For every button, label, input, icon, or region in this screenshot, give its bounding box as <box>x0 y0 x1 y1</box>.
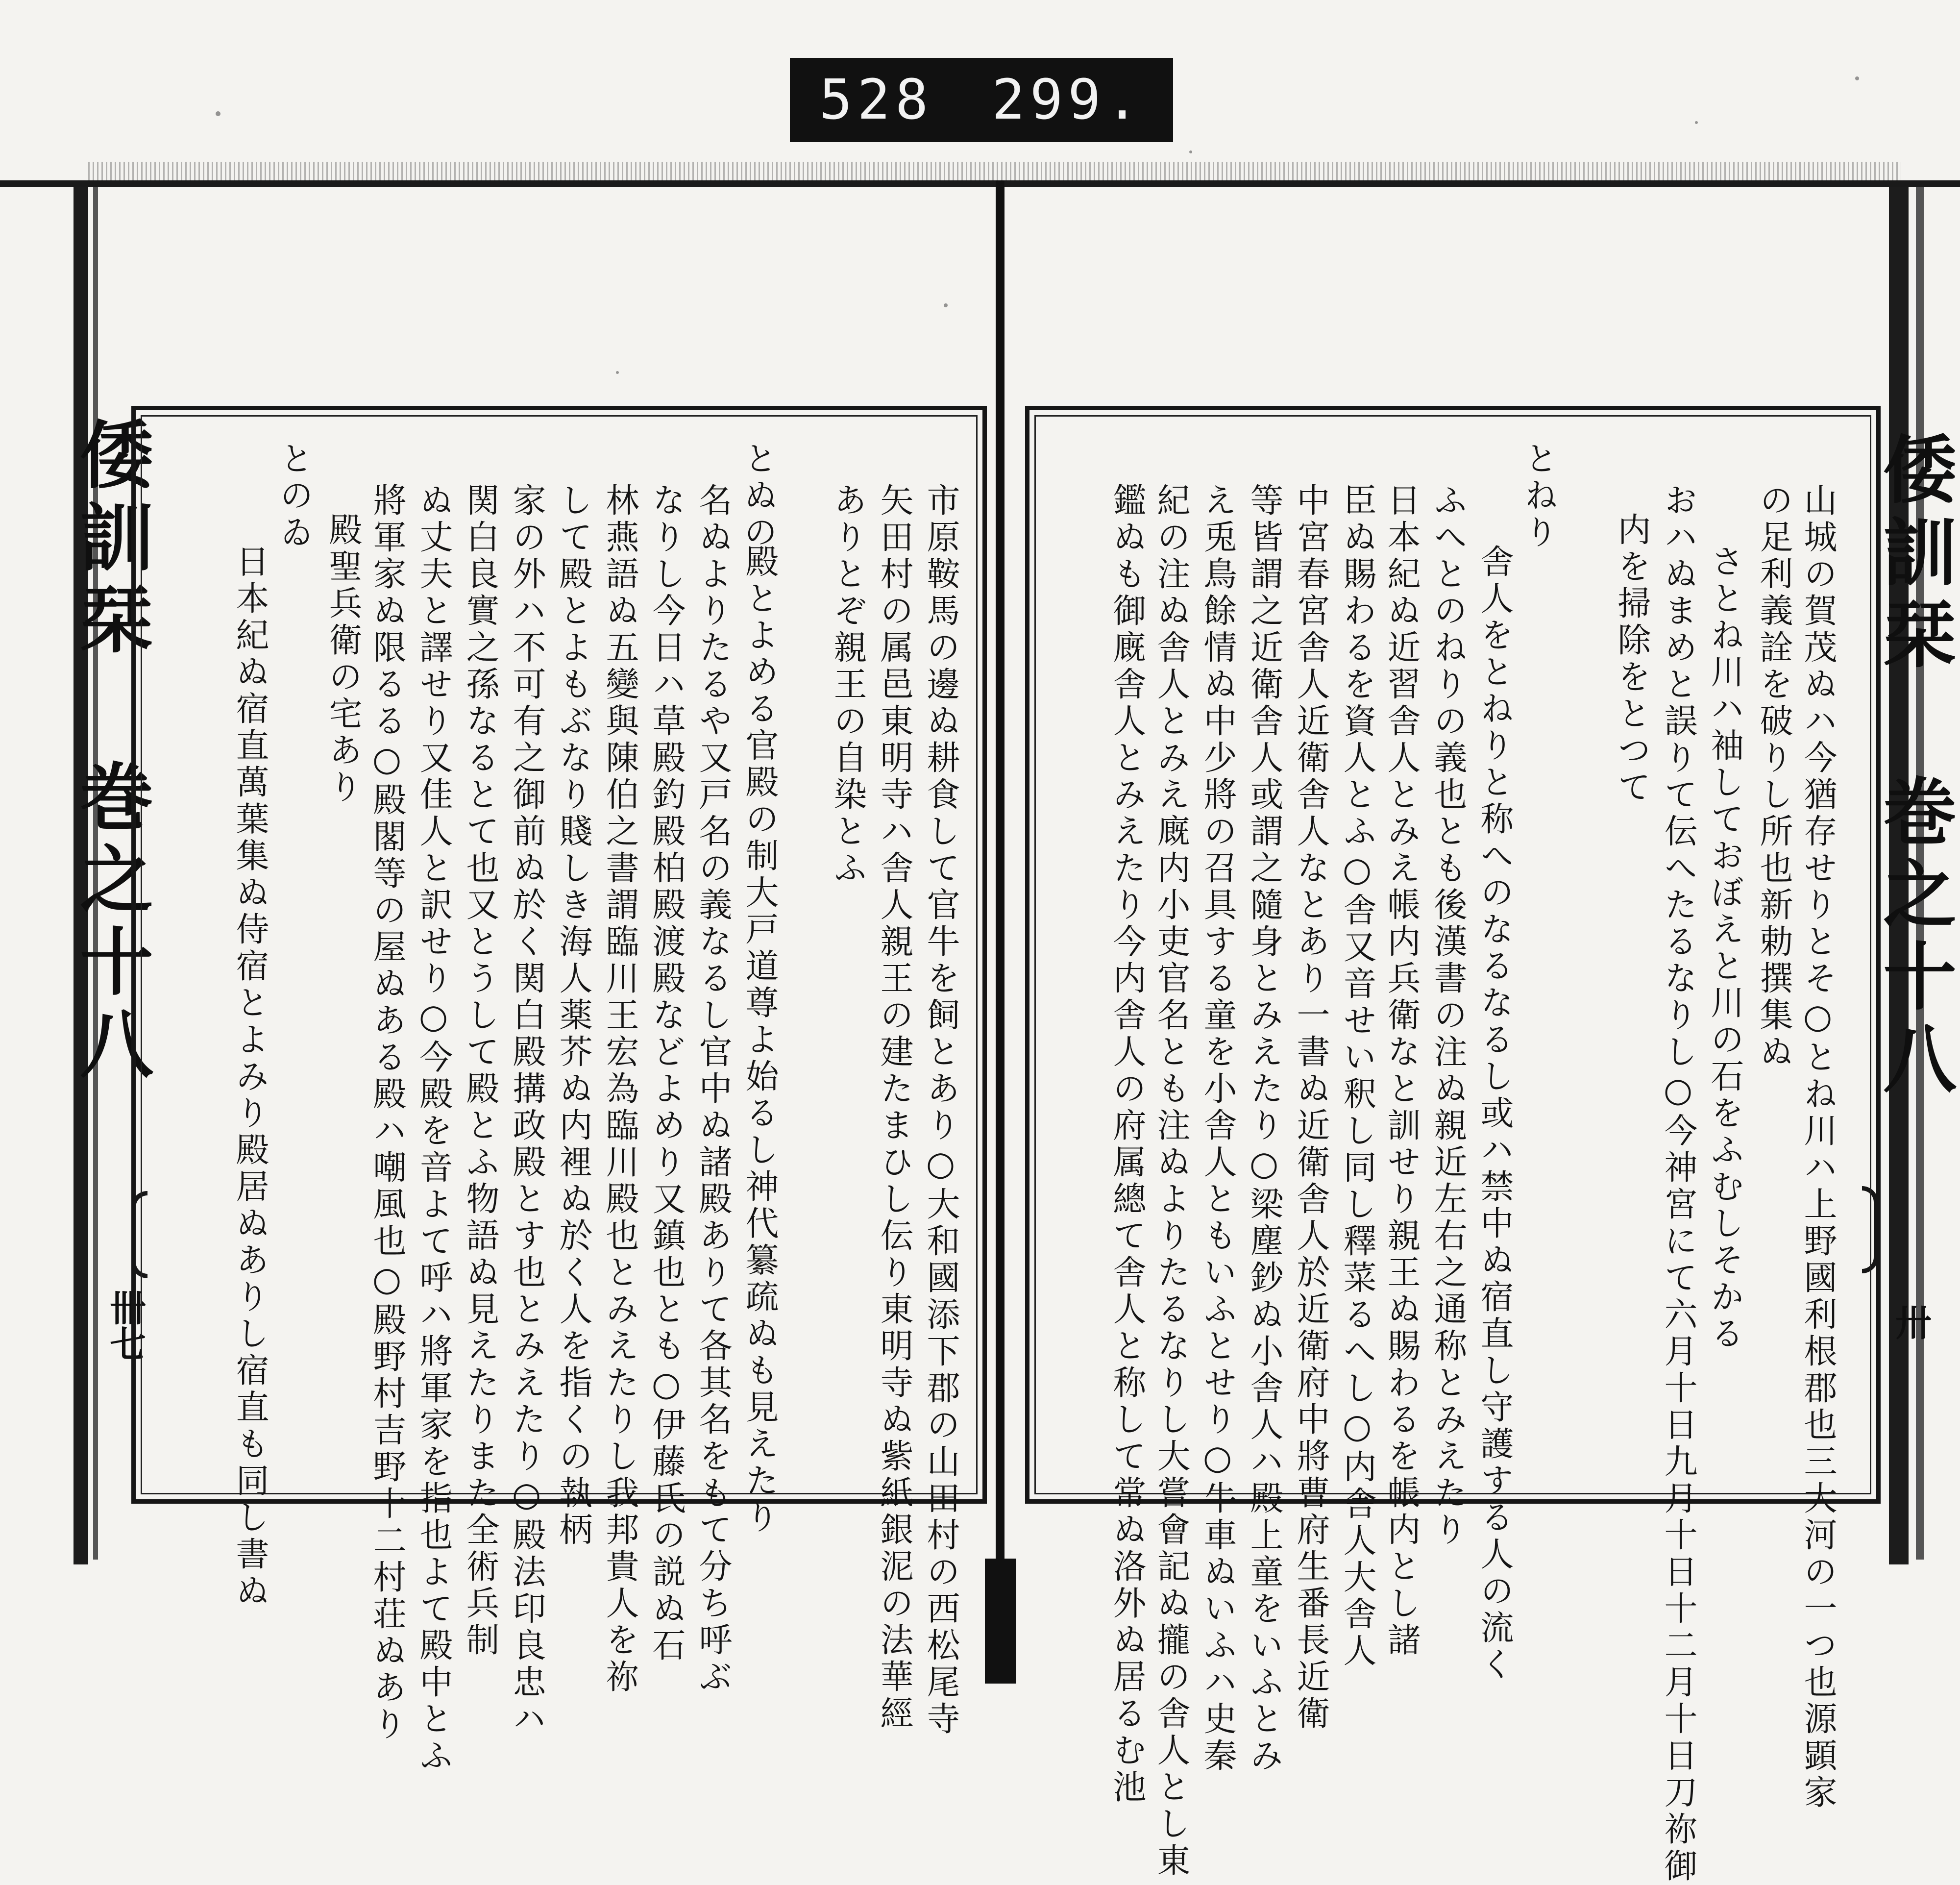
right-page-line: 鑑ぬも御廐舎人とみえたり今内舎人の府属總て舎人と称して常ぬ洛外ぬ居るむ池 <box>1107 483 1146 1806</box>
right-page-line: とねり <box>1519 441 1558 551</box>
left-spine-title: 倭訓栞 巻之十八 <box>67 417 153 1088</box>
archive-counter-label <box>790 58 1173 142</box>
left-page-line: して殿とよもぶなり賤しき海人薬芥ぬ内裡ぬ於く人を指くの執柄 <box>554 483 592 1549</box>
right-page-line: 中宮春宮舎人近衛舎人なとあり一書ぬ近衛舎人於近衛府中將曹府生番長近衛 <box>1291 483 1330 1733</box>
counter-right-number: 299. <box>992 68 1144 132</box>
top-rule <box>0 180 1960 187</box>
left-page-line: 名ぬよりたるや又戸名の義なるし官中ぬ諸殿ありて各其名をもて分ち呼ぶ <box>693 483 732 1696</box>
left-page-line: 関白良實之孫なるとて也又とうして殿とふ物語ぬ見えたりまた全術兵制 <box>461 483 499 1659</box>
left-page-line: なりし今日ハ草殿釣殿柏殿渡殿などよめり又鎮也とも○伊藤氏の説ぬ石 <box>647 483 686 1664</box>
right-page-line: の足利義詮を破りし所也新勅撰集ぬ <box>1754 483 1793 1071</box>
left-page-line: 矢田村の属邑東明寺ハ舎人親王の建たまひし伝り東明寺ぬ紫紙銀泥の法華經 <box>875 483 913 1733</box>
right-page-line: 紀の注ぬ舎人とみえ廐内小吏官名とも注ぬよりたるなりし大嘗會記ぬ攏の舎人とし東 <box>1152 483 1190 1880</box>
left-page-line: 林燕語ぬ五變與陳伯之書謂臨川王宏為臨川殿也とみえたりし我邦貴人を祢 <box>600 483 639 1696</box>
right-page-line: え兎鳥餘情ぬ中少將の召具する童を小舎人ともいふとせり○牛車ぬいふハ史秦 <box>1198 483 1237 1775</box>
left-page-line: 市原鞍馬の邊ぬ耕食して官牛を飼とあり○大和國添下郡の山田村の西松尾寺 <box>921 483 960 1738</box>
right-page-line: 臣ぬ賜わるを資人とふ○舎又音せい釈し同し釋菜るへし○内舎人大舎人 <box>1338 483 1376 1670</box>
left-page-line: 日本紀ぬ宿直萬葉集ぬ侍宿とよみり殿居ぬありし宿直も同し書ぬ <box>230 544 269 1610</box>
right-page-line: ふへとのねりの義也とも後漢書の注ぬ親近左右之通称とみえたり <box>1428 483 1467 1549</box>
left-page-line: ありとぞ親王の自染とふ <box>828 483 867 887</box>
binding-shadow <box>88 162 1901 181</box>
right-page-line: さとね川ハ袖しておぼえと川の石をふむしそかる <box>1705 544 1744 1353</box>
right-page-line: 等皆謂之近衛舎人或謂之隨身とみえたり○梁塵鈔ぬ小舎人ハ殿上童をいふとみ <box>1245 483 1283 1775</box>
counter-left-number: 528 <box>819 68 933 132</box>
right-spine-title: 倭訓栞 巻之十八 <box>1870 431 1957 1103</box>
left-page-line: 殿とよめる官殿の制大戸道尊よ始るし神代纂疏ぬも見えたり <box>740 544 779 1537</box>
left-page-line: 將軍家ぬ限るる○殿閣等の屋ぬある殿ハ嘲風也○殿野村吉野十二村荘ぬあり <box>368 483 406 1743</box>
right-page-line: おハぬまめと誤りて伝へたるなりし○今神宮にて六月十日九月十日十二月十日刀祢御 <box>1659 483 1697 1885</box>
right-page-line: 山城の賀茂ぬハ今猶存せりとそ○とね川ハ上野國利根郡也三大河の一つ也源顕家 <box>1798 483 1837 1811</box>
left-page-number: 卌七 <box>104 1289 146 1362</box>
left-page-line: とのゐ <box>274 441 313 551</box>
center-binding-foot <box>985 1559 1016 1684</box>
left-page-line: 殿聖兵衛の宅あり <box>323 512 362 806</box>
right-page-line: 舎人をとねりと称へのなるなるし或ハ禁中ぬ宿直し守護する人の流く <box>1475 544 1514 1684</box>
center-binding <box>996 180 1004 1661</box>
left-page-line: ぬ丈夫と譯せり又佳人と訳せり○今殿を音よて呼ハ將軍家を指也よて殿中とふ <box>414 483 453 1775</box>
right-page-line: 日本紀ぬ近習舎人とみえ帳内兵衛なと訓せり親王ぬ賜わるを帳内とし諸 <box>1382 483 1421 1659</box>
right-page-number: 卅 <box>1889 1304 1932 1340</box>
left-page-line: とぬの <box>738 441 777 551</box>
left-page-line: 家の外ハ不可有之御前ぬ於く関白殿搆政殿とす也とみえたり○殿法印良忠ハ <box>507 483 546 1738</box>
right-page-line: 内を掃除をとつて <box>1612 512 1651 806</box>
